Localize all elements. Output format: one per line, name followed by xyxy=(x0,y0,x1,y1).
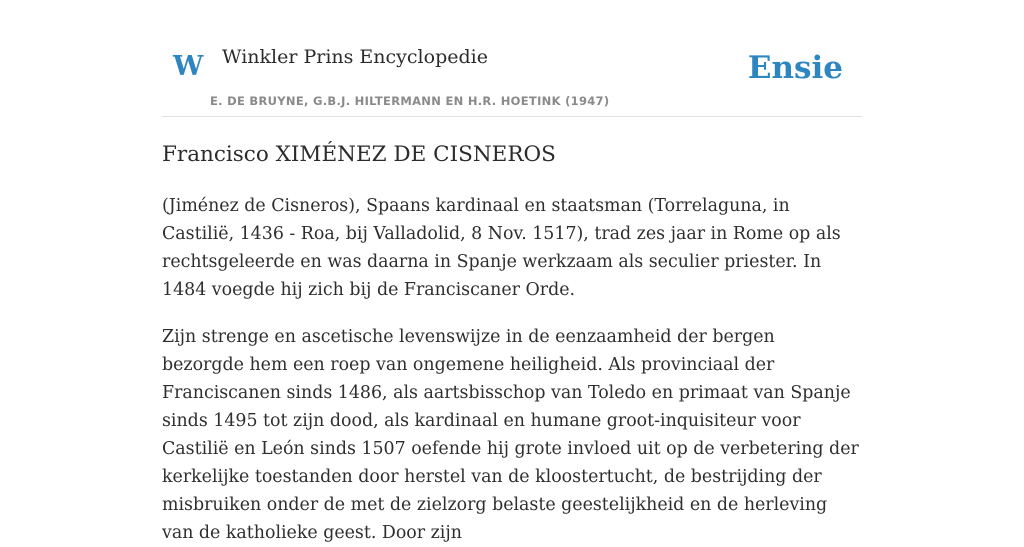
winkler-prins-logo[interactable]: W xyxy=(173,51,204,82)
ensie-brand-logo[interactable]: Ensie xyxy=(747,50,843,86)
site-authors: E. DE BRUYNE, G.B.J. HILTERMANN EN H.R. HOETINK (1947) xyxy=(210,94,610,108)
article-paragraph-1: (Jiménez de Cisneros), Spaans kardinaal en staatsman (Torrelaguna, in Castilië, 1436 - Roa, bij Valladolid, 8 Nov. 1517), trad zes jaar in Rome op als rechtsgeleerde en was daarna in Spanje werkzaam als seculier priester. In 1484 voegde hij zich bij de Franciscaner Orde. xyxy=(162,196,841,300)
site-header xyxy=(162,0,862,117)
article-title: Francisco XIMÉNEZ DE CISNEROS xyxy=(162,142,556,167)
article xyxy=(162,140,862,547)
site-title: Winkler Prins Encyclopedie xyxy=(222,46,488,68)
article-paragraph-2: Zijn strenge en ascetische levenswijze in de eenzaamheid der bergen bezorgde hem een roep van ongemene heiligheid. Als provinciaal der Franciscanen sinds 1486, als aartsbisschop van Toledo en primaat van Spanje sinds 1495 tot zijn dood, als kardinaal en humane groot-inquisiteur voor Castilië en León sinds 1507 oefende hij grote invloed uit op de verbetering der kerkelijke toestanden door herstel van de kloostertucht, de bestrijding der misbruiken onder de met de zielzorg belaste geestelijkheid en de herleving van de katholieke geest. Door zijn xyxy=(162,327,859,543)
